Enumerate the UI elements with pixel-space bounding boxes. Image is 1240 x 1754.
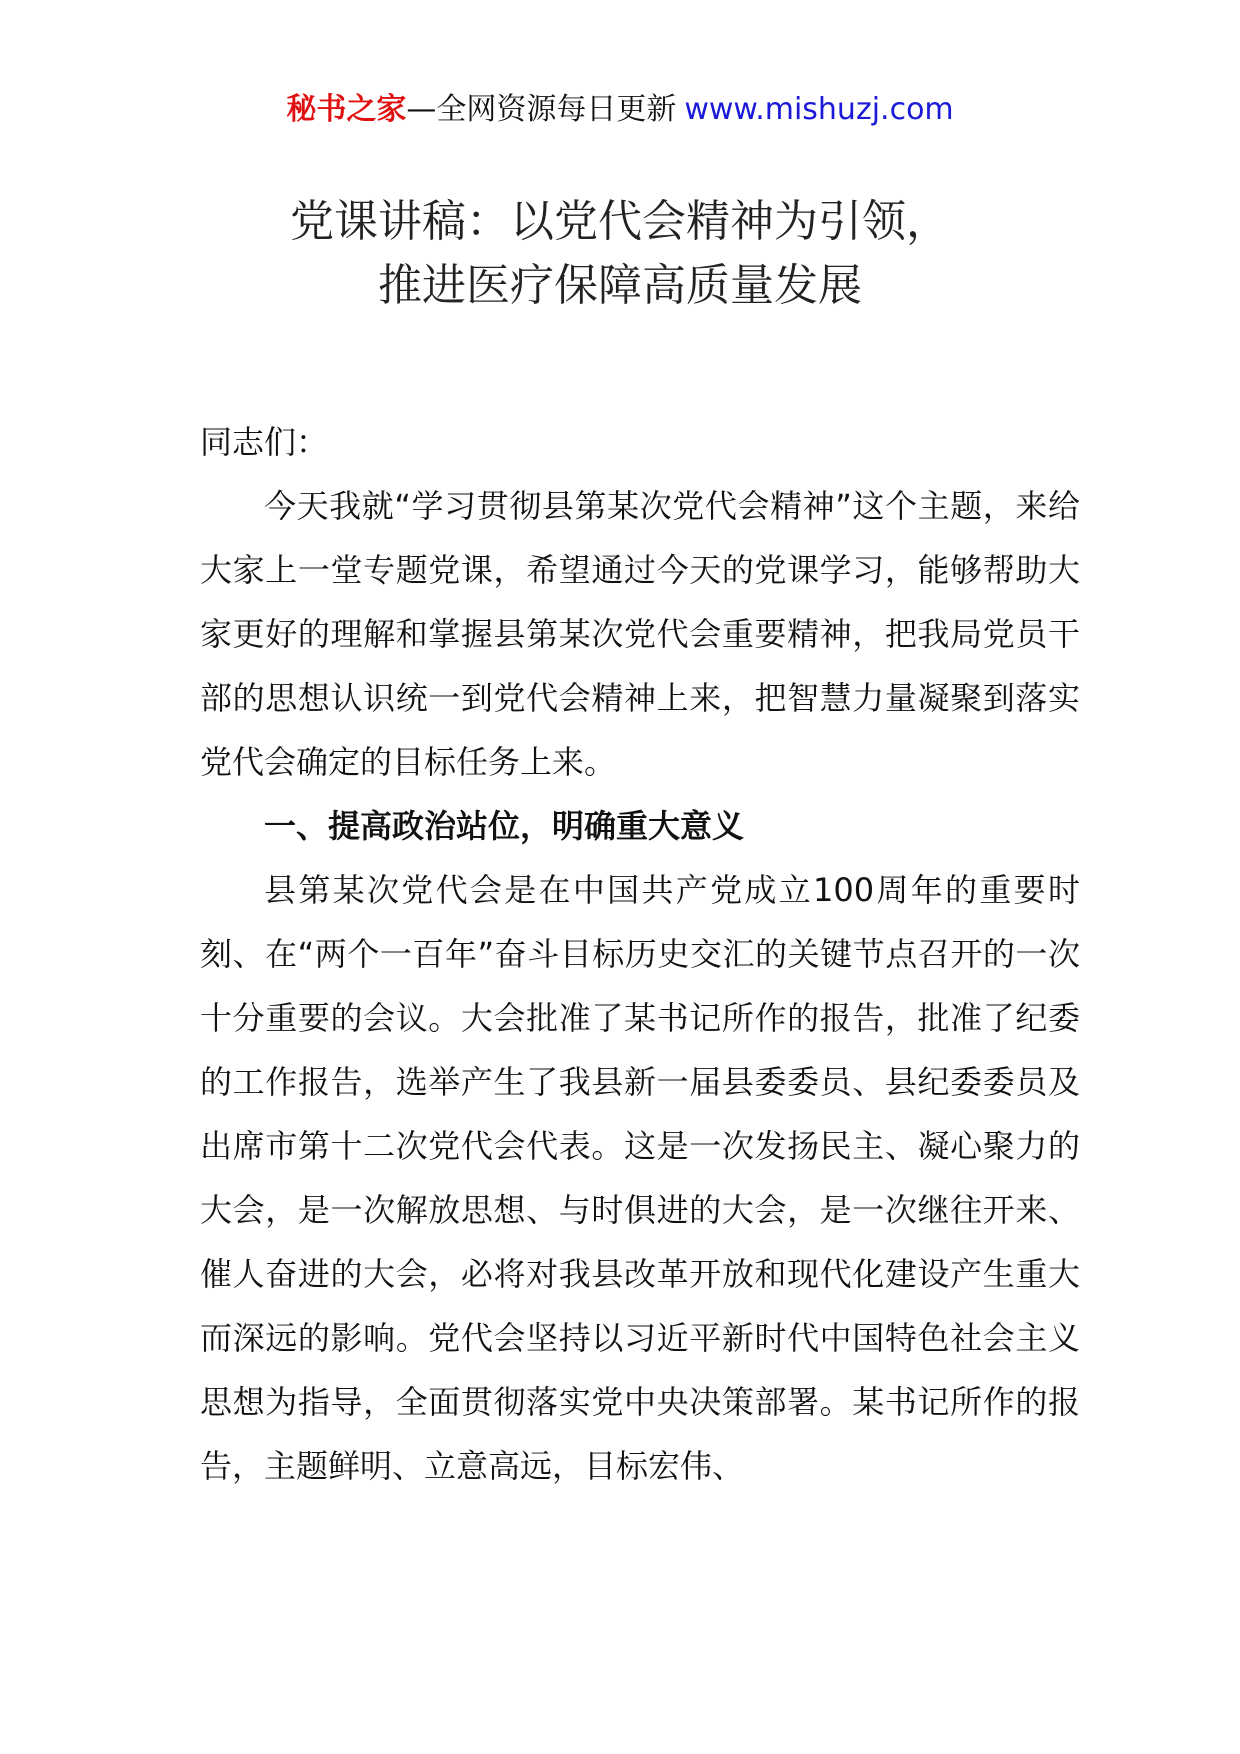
brand-name: 秘书之家 (286, 92, 407, 127)
greeting: 同志们： (200, 423, 329, 461)
site-url-link[interactable]: www.mishuzj.com (684, 92, 954, 127)
section-heading-1: 一、提高政治站位，明确重大意义 (264, 807, 745, 845)
document-body (200, 410, 1080, 1498)
site-header (0, 90, 1240, 130)
paragraph-intro: 今天我就“学习贯彻县第某次党代会精神”这个主题，来给大家上一堂专题党课，希望通过今天的党课学习，能够帮助大家更好的理解和掌握县第某次党代会重要精神，把我局党员干部的思想认识统一到党代会精神上来，把智慧力量凝聚到落实党代会确定的目标任务上来。 (200, 487, 1080, 781)
header-slogan: —全网资源每日更新 (406, 92, 677, 127)
title-line-2: 推进医疗保障高质量发展 (378, 260, 862, 311)
paragraph-section-1: 县第某次党代会是在中国共产党成立100周年的重要时刻、在“两个一百年”奋斗目标历史交汇的关键节点召开的一次十分重要的会议。大会批准了某书记所作的报告，批准了纪委的工作报告，选举产生了我县新一届县委委员、县纪委委员及出席市第十二次党代会代表。这是一次发扬民主、凝心聚力的大会，是一次解放思想、与时俱进的大会，是一次继往开来、催人奋进的大会，必将对我县改革开放和现代化建设产生重大而深远的影响。党代会坚持以习近平新时代中国特色社会主义思想为指导，全面贯彻落实党中央决策部署。某书记所作的报告，主题鲜明、立意高远，目标宏伟、 (200, 871, 1080, 1485)
title-line-1: 党课讲稿：以党代会精神为引领， (290, 196, 950, 247)
document-title (0, 190, 1240, 318)
